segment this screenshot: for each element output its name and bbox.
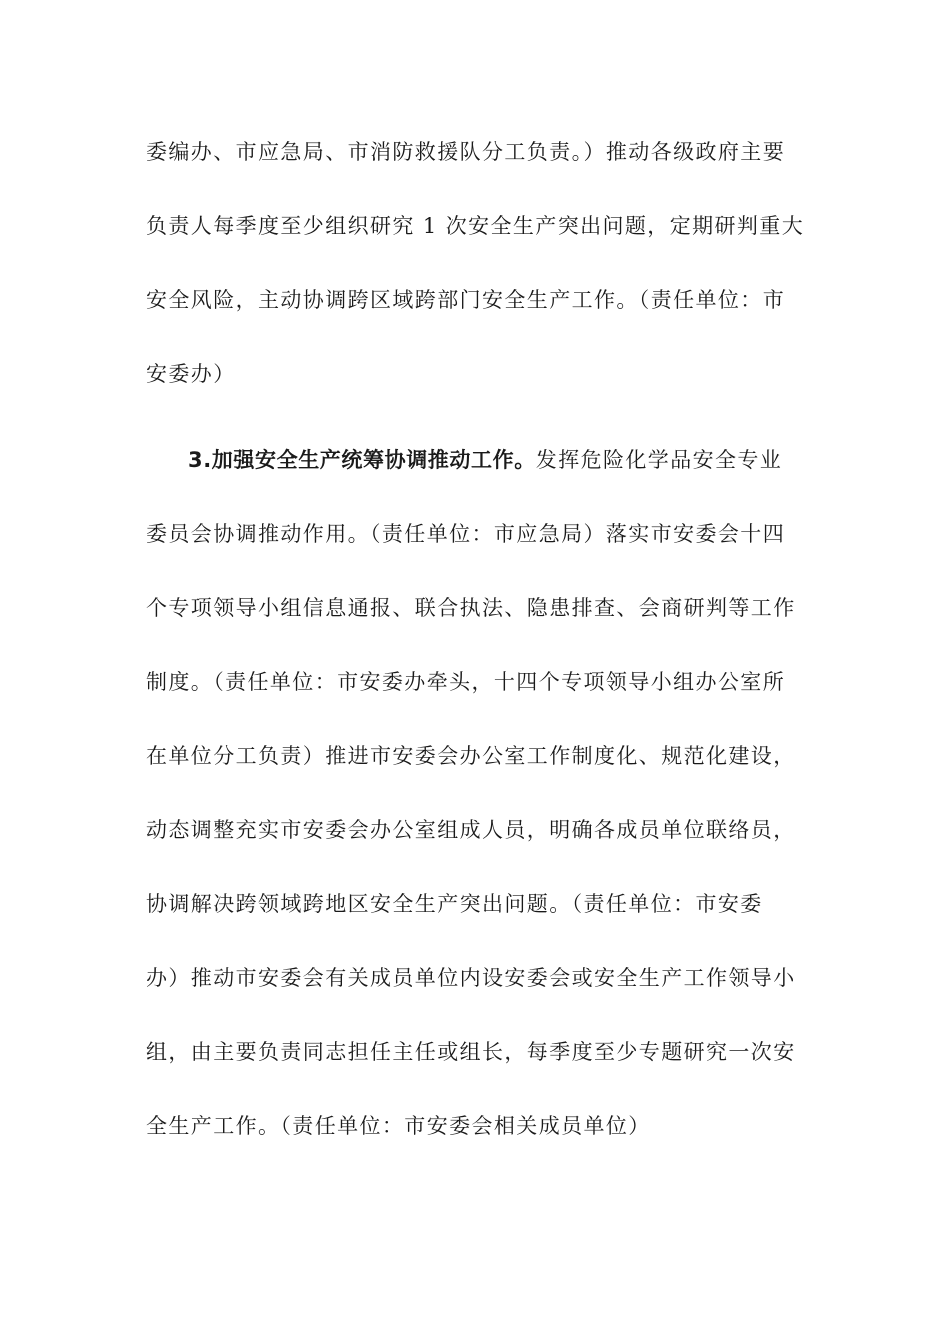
- text-line: 协调解决跨领域跨地区安全生产突出问题。（责任单位：市安委: [146, 892, 763, 916]
- text-line: 负责人每季度至少组织研究 1 次安全生产突出问题，定期研判重大: [146, 214, 805, 238]
- text-line: 安委办）: [146, 362, 236, 386]
- text-line: 办）推动市安委会有关成员单位内设安委会或安全生产工作领导小: [146, 966, 796, 990]
- text-line: 委员会协调推动作用。（责任单位：市应急局）落实市安委会十四: [146, 522, 786, 546]
- text-line: 个专项领导小组信息通报、联合执法、隐患排查、会商研判等工作: [146, 596, 796, 620]
- text-line: 动态调整充实市安委会办公室组成人员，明确各成员单位联络员，: [146, 818, 796, 842]
- text-line: 安全风险，主动协调跨区域跨部门安全生产工作。（责任单位：市: [146, 288, 786, 312]
- section-first-line: [188, 445, 848, 475]
- text-line: 委编办、市应急局、市消防救援队分工负责。）推动各级政府主要: [146, 140, 786, 164]
- section-first-line-text: 发挥危险化学品安全专业: [535, 448, 783, 472]
- text-line: 在单位分工负责）推进市安委会办公室工作制度化、规范化建设，: [146, 744, 796, 768]
- text-line: 全生产工作。（责任单位：市安委会相关成员单位）: [146, 1114, 651, 1138]
- text-line: 制度。（责任单位：市安委办牵头，十四个专项领导小组办公室所: [146, 670, 786, 694]
- text-line: 组，由主要负责同志担任主任或组长，每季度至少专题研究一次安: [146, 1040, 796, 1064]
- section-heading: 3.加强安全生产统筹协调推动工作。: [188, 448, 536, 472]
